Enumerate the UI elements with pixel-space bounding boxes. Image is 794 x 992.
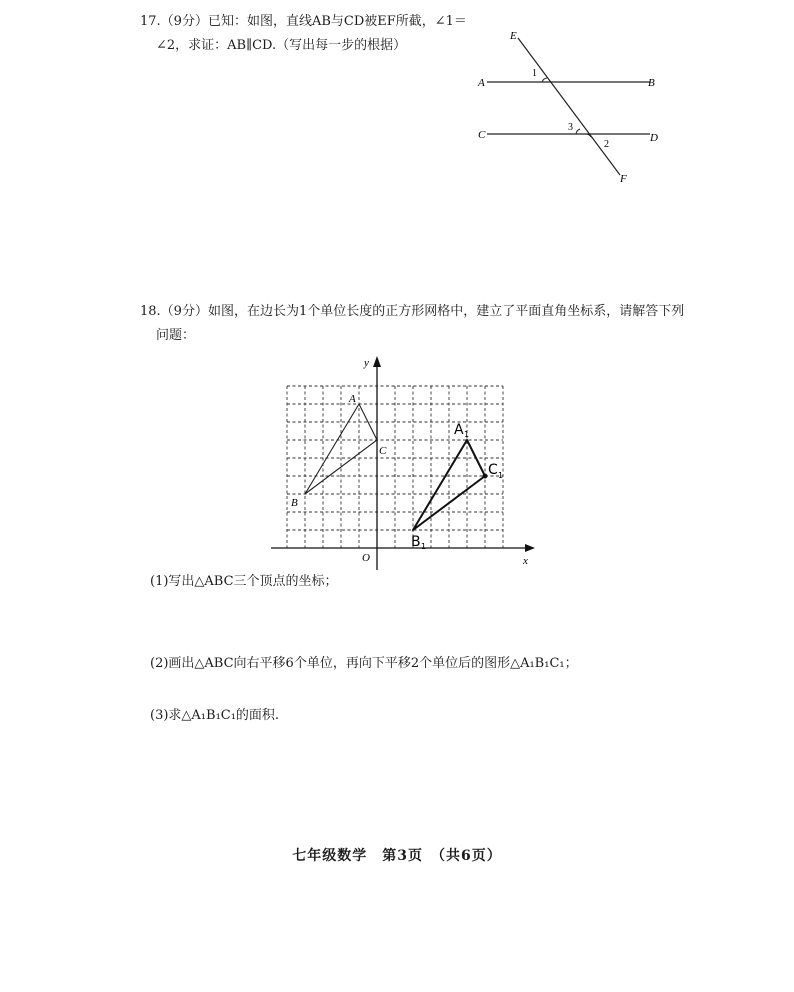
question-18-2: (2)画出△ABC向右平移6个单位，再向下平移2个单位后的图形△A₁B₁C₁； — [150, 656, 578, 671]
y-axis-label: y — [364, 357, 369, 369]
vertex-a1-subscript: 1 — [464, 430, 470, 439]
vertex-b1-subscript: 1 — [421, 542, 427, 551]
coordinate-grid-figure — [265, 348, 545, 578]
label-b: B — [648, 77, 655, 89]
label-c: C — [478, 129, 486, 141]
vertex-a-label: A — [349, 393, 356, 405]
problem-17-line-1: 17.（9分）已知：如图，直线AB与CD被EF所截，∠1＝ — [140, 14, 467, 29]
parallel-lines-figure — [470, 20, 670, 190]
angle-3-arc — [576, 129, 580, 134]
x-axis-label: x — [523, 555, 528, 567]
question-18-3: (3)求△A₁B₁C₁的面积. — [150, 708, 280, 723]
line-ef — [518, 38, 620, 175]
grid-lines — [287, 386, 503, 548]
vertex-c-label: C — [379, 445, 387, 457]
x-axis-arrow — [525, 544, 535, 552]
vertex-a1-label: A — [454, 422, 464, 438]
label-f: F — [620, 173, 627, 185]
problem-18-line-2: 问题： — [156, 328, 196, 343]
vertex-b1-label: B — [411, 534, 421, 550]
origin-label: O — [362, 552, 370, 564]
vertex-c1-subscript: 1 — [498, 471, 504, 480]
problem-18-line-1: 18.（9分）如图，在边长为1个单位长度的正方形网格中，建立了平面直角坐标系，请解答下列 — [140, 304, 685, 319]
label-e: E — [510, 30, 517, 42]
vertex-c1-label: C — [488, 462, 498, 478]
label-angle-2: 2 — [604, 139, 609, 150]
problem-17-line-2: ∠2，求证：AB∥CD.（写出每一步的根据） — [156, 38, 407, 53]
label-angle-3: 3 — [568, 122, 573, 133]
vertex-c1-dot — [483, 474, 488, 479]
label-angle-1: 1 — [532, 68, 537, 79]
label-a: A — [478, 77, 485, 89]
question-18-1: (1)写出△ABC三个顶点的坐标； — [150, 574, 338, 589]
vertex-b-label: B — [291, 497, 298, 509]
page-footer: 七年级数学 第3页 （共6页） — [292, 848, 502, 864]
label-d: D — [650, 132, 658, 144]
y-axis-arrow — [373, 356, 381, 367]
